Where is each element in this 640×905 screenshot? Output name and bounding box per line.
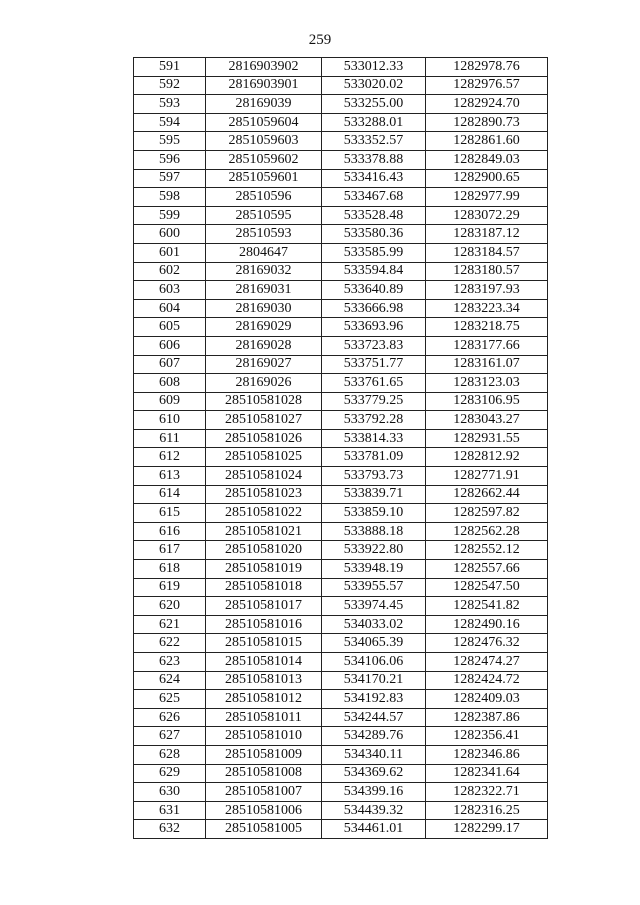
point-code-cell: 2816903902	[206, 58, 322, 77]
point-number-cell: 597	[134, 169, 206, 188]
x-coordinate-cell: 533594.84	[322, 262, 426, 281]
point-number-cell: 599	[134, 206, 206, 225]
x-coordinate-cell: 534065.39	[322, 634, 426, 653]
y-coordinate-cell: 1283043.27	[426, 411, 548, 430]
table-row	[134, 76, 548, 95]
point-code-cell: 28510581023	[206, 485, 322, 504]
point-number-cell: 631	[134, 801, 206, 820]
point-code-cell: 28510581006	[206, 801, 322, 820]
point-code-cell: 28510581021	[206, 522, 322, 541]
x-coordinate-cell: 533467.68	[322, 188, 426, 207]
x-coordinate-cell: 534033.02	[322, 615, 426, 634]
x-coordinate-cell: 534170.21	[322, 671, 426, 690]
table-row	[134, 615, 548, 634]
y-coordinate-cell: 1283161.07	[426, 355, 548, 374]
y-coordinate-cell: 1282861.60	[426, 132, 548, 151]
y-coordinate-cell: 1282562.28	[426, 522, 548, 541]
point-code-cell: 28169032	[206, 262, 322, 281]
point-number-cell: 628	[134, 745, 206, 764]
table-row	[134, 467, 548, 486]
y-coordinate-cell: 1282387.86	[426, 708, 548, 727]
point-code-cell: 28169039	[206, 95, 322, 114]
point-number-cell: 615	[134, 504, 206, 523]
point-number-cell: 602	[134, 262, 206, 281]
x-coordinate-cell: 533666.98	[322, 299, 426, 318]
table-row	[134, 243, 548, 262]
table-row	[134, 448, 548, 467]
table-row	[134, 429, 548, 448]
x-coordinate-cell: 534399.16	[322, 783, 426, 802]
point-number-cell: 623	[134, 653, 206, 672]
point-number-cell: 621	[134, 615, 206, 634]
point-number-cell: 612	[134, 448, 206, 467]
point-code-cell: 28510581020	[206, 541, 322, 560]
point-code-cell: 28510581011	[206, 708, 322, 727]
y-coordinate-cell: 1282900.65	[426, 169, 548, 188]
x-coordinate-cell: 533781.09	[322, 448, 426, 467]
point-code-cell: 28510581028	[206, 392, 322, 411]
y-coordinate-cell: 1282890.73	[426, 113, 548, 132]
table-row	[134, 801, 548, 820]
y-coordinate-cell: 1282322.71	[426, 783, 548, 802]
y-coordinate-cell: 1282474.27	[426, 653, 548, 672]
point-number-cell: 610	[134, 411, 206, 430]
y-coordinate-cell: 1282771.91	[426, 467, 548, 486]
point-number-cell: 591	[134, 58, 206, 77]
x-coordinate-cell: 533779.25	[322, 392, 426, 411]
point-code-cell: 28510581022	[206, 504, 322, 523]
x-coordinate-cell: 533352.57	[322, 132, 426, 151]
table-row	[134, 113, 548, 132]
y-coordinate-cell: 1283072.29	[426, 206, 548, 225]
point-code-cell: 28510581007	[206, 783, 322, 802]
y-coordinate-cell: 1282547.50	[426, 578, 548, 597]
y-coordinate-cell: 1283177.66	[426, 336, 548, 355]
x-coordinate-cell: 533793.73	[322, 467, 426, 486]
table-row	[134, 169, 548, 188]
x-coordinate-cell: 533255.00	[322, 95, 426, 114]
table-row	[134, 355, 548, 374]
coordinates-table-body	[134, 58, 548, 839]
x-coordinate-cell: 533948.19	[322, 560, 426, 579]
x-coordinate-cell: 533012.33	[322, 58, 426, 77]
point-number-cell: 619	[134, 578, 206, 597]
x-coordinate-cell: 534439.32	[322, 801, 426, 820]
point-number-cell: 614	[134, 485, 206, 504]
table-row	[134, 597, 548, 616]
point-number-cell: 632	[134, 820, 206, 839]
x-coordinate-cell: 534369.62	[322, 764, 426, 783]
point-code-cell: 28510581010	[206, 727, 322, 746]
y-coordinate-cell: 1282299.17	[426, 820, 548, 839]
point-code-cell: 28510581017	[206, 597, 322, 616]
table-row	[134, 634, 548, 653]
point-number-cell: 605	[134, 318, 206, 337]
point-number-cell: 608	[134, 374, 206, 393]
table-row	[134, 95, 548, 114]
point-number-cell: 617	[134, 541, 206, 560]
x-coordinate-cell: 533288.01	[322, 113, 426, 132]
point-number-cell: 593	[134, 95, 206, 114]
point-number-cell: 592	[134, 76, 206, 95]
point-code-cell: 28510581027	[206, 411, 322, 430]
x-coordinate-cell: 533888.18	[322, 522, 426, 541]
table-row	[134, 58, 548, 77]
y-coordinate-cell: 1282424.72	[426, 671, 548, 690]
table-row	[134, 727, 548, 746]
y-coordinate-cell: 1282541.82	[426, 597, 548, 616]
x-coordinate-cell: 533839.71	[322, 485, 426, 504]
y-coordinate-cell: 1282552.12	[426, 541, 548, 560]
point-number-cell: 618	[134, 560, 206, 579]
point-code-cell: 28510581018	[206, 578, 322, 597]
point-code-cell: 28510581015	[206, 634, 322, 653]
point-number-cell: 626	[134, 708, 206, 727]
point-number-cell: 625	[134, 690, 206, 709]
point-number-cell: 622	[134, 634, 206, 653]
point-number-cell: 600	[134, 225, 206, 244]
x-coordinate-cell: 533693.96	[322, 318, 426, 337]
y-coordinate-cell: 1282812.92	[426, 448, 548, 467]
point-code-cell: 28510581025	[206, 448, 322, 467]
point-code-cell: 28169027	[206, 355, 322, 374]
point-number-cell: 607	[134, 355, 206, 374]
y-coordinate-cell: 1283223.34	[426, 299, 548, 318]
table-row	[134, 653, 548, 672]
table-row	[134, 690, 548, 709]
point-code-cell: 28510581014	[206, 653, 322, 672]
point-number-cell: 594	[134, 113, 206, 132]
point-number-cell: 630	[134, 783, 206, 802]
point-code-cell: 28510581009	[206, 745, 322, 764]
table-row	[134, 783, 548, 802]
point-code-cell: 28169031	[206, 281, 322, 300]
point-number-cell: 604	[134, 299, 206, 318]
y-coordinate-cell: 1282978.76	[426, 58, 548, 77]
point-code-cell: 28510581012	[206, 690, 322, 709]
point-code-cell: 28510581005	[206, 820, 322, 839]
x-coordinate-cell: 533580.36	[322, 225, 426, 244]
y-coordinate-cell: 1282409.03	[426, 690, 548, 709]
table-row	[134, 522, 548, 541]
x-coordinate-cell: 533974.45	[322, 597, 426, 616]
point-code-cell: 28510581026	[206, 429, 322, 448]
point-code-cell: 2851059603	[206, 132, 322, 151]
point-number-cell: 606	[134, 336, 206, 355]
x-coordinate-cell: 533751.77	[322, 355, 426, 374]
point-number-cell: 613	[134, 467, 206, 486]
x-coordinate-cell: 534192.83	[322, 690, 426, 709]
table-row	[134, 374, 548, 393]
point-code-cell: 28510596	[206, 188, 322, 207]
table-row	[134, 132, 548, 151]
table-row	[134, 336, 548, 355]
y-coordinate-cell: 1282662.44	[426, 485, 548, 504]
table-row	[134, 578, 548, 597]
table-row	[134, 671, 548, 690]
y-coordinate-cell: 1283218.75	[426, 318, 548, 337]
x-coordinate-cell: 533723.83	[322, 336, 426, 355]
y-coordinate-cell: 1283197.93	[426, 281, 548, 300]
x-coordinate-cell: 534461.01	[322, 820, 426, 839]
point-code-cell: 2816903901	[206, 76, 322, 95]
y-coordinate-cell: 1282476.32	[426, 634, 548, 653]
point-code-cell: 2851059601	[206, 169, 322, 188]
x-coordinate-cell: 534244.57	[322, 708, 426, 727]
x-coordinate-cell: 534340.11	[322, 745, 426, 764]
table-row	[134, 485, 548, 504]
point-number-cell: 596	[134, 150, 206, 169]
table-row	[134, 820, 548, 839]
point-number-cell: 624	[134, 671, 206, 690]
table-row	[134, 206, 548, 225]
coordinates-table	[133, 57, 548, 839]
y-coordinate-cell: 1282976.57	[426, 76, 548, 95]
point-code-cell: 28169028	[206, 336, 322, 355]
point-code-cell: 28510581013	[206, 671, 322, 690]
table-row	[134, 225, 548, 244]
table-row	[134, 299, 548, 318]
y-coordinate-cell: 1283106.95	[426, 392, 548, 411]
point-code-cell: 28169029	[206, 318, 322, 337]
point-number-cell: 603	[134, 281, 206, 300]
y-coordinate-cell: 1282924.70	[426, 95, 548, 114]
table-row	[134, 411, 548, 430]
x-coordinate-cell: 533761.65	[322, 374, 426, 393]
point-number-cell: 629	[134, 764, 206, 783]
x-coordinate-cell: 533922.80	[322, 541, 426, 560]
point-number-cell: 598	[134, 188, 206, 207]
point-number-cell: 609	[134, 392, 206, 411]
point-number-cell: 601	[134, 243, 206, 262]
point-code-cell: 2804647	[206, 243, 322, 262]
y-coordinate-cell: 1282341.64	[426, 764, 548, 783]
table-row	[134, 560, 548, 579]
point-code-cell: 28510581024	[206, 467, 322, 486]
x-coordinate-cell: 533416.43	[322, 169, 426, 188]
table-row	[134, 708, 548, 727]
y-coordinate-cell: 1282346.86	[426, 745, 548, 764]
point-code-cell: 2851059604	[206, 113, 322, 132]
point-number-cell: 627	[134, 727, 206, 746]
x-coordinate-cell: 533020.02	[322, 76, 426, 95]
y-coordinate-cell: 1282316.25	[426, 801, 548, 820]
point-code-cell: 28510595	[206, 206, 322, 225]
x-coordinate-cell: 533814.33	[322, 429, 426, 448]
table-row	[134, 188, 548, 207]
table-row	[134, 392, 548, 411]
point-code-cell: 28510581019	[206, 560, 322, 579]
table-row	[134, 281, 548, 300]
point-code-cell: 28169026	[206, 374, 322, 393]
point-code-cell: 2851059602	[206, 150, 322, 169]
y-coordinate-cell: 1283184.57	[426, 243, 548, 262]
point-number-cell: 616	[134, 522, 206, 541]
point-number-cell: 611	[134, 429, 206, 448]
y-coordinate-cell: 1283123.03	[426, 374, 548, 393]
table-row	[134, 745, 548, 764]
x-coordinate-cell: 534106.06	[322, 653, 426, 672]
y-coordinate-cell: 1282977.99	[426, 188, 548, 207]
x-coordinate-cell: 533585.99	[322, 243, 426, 262]
y-coordinate-cell: 1282490.16	[426, 615, 548, 634]
table-row	[134, 764, 548, 783]
page-number: 259	[308, 32, 332, 48]
x-coordinate-cell: 533792.28	[322, 411, 426, 430]
x-coordinate-cell: 533859.10	[322, 504, 426, 523]
point-number-cell: 620	[134, 597, 206, 616]
y-coordinate-cell: 1283187.12	[426, 225, 548, 244]
table-row	[134, 504, 548, 523]
x-coordinate-cell: 533955.57	[322, 578, 426, 597]
point-code-cell: 28169030	[206, 299, 322, 318]
point-code-cell: 28510581008	[206, 764, 322, 783]
point-code-cell: 28510581016	[206, 615, 322, 634]
x-coordinate-cell: 533378.88	[322, 150, 426, 169]
y-coordinate-cell: 1282849.03	[426, 150, 548, 169]
table-row	[134, 318, 548, 337]
table-row	[134, 150, 548, 169]
y-coordinate-cell: 1282557.66	[426, 560, 548, 579]
y-coordinate-cell: 1283180.57	[426, 262, 548, 281]
x-coordinate-cell: 533528.48	[322, 206, 426, 225]
point-code-cell: 28510593	[206, 225, 322, 244]
table-row	[134, 262, 548, 281]
point-number-cell: 595	[134, 132, 206, 151]
y-coordinate-cell: 1282597.82	[426, 504, 548, 523]
y-coordinate-cell: 1282356.41	[426, 727, 548, 746]
x-coordinate-cell: 533640.89	[322, 281, 426, 300]
table-row	[134, 541, 548, 560]
x-coordinate-cell: 534289.76	[322, 727, 426, 746]
y-coordinate-cell: 1282931.55	[426, 429, 548, 448]
